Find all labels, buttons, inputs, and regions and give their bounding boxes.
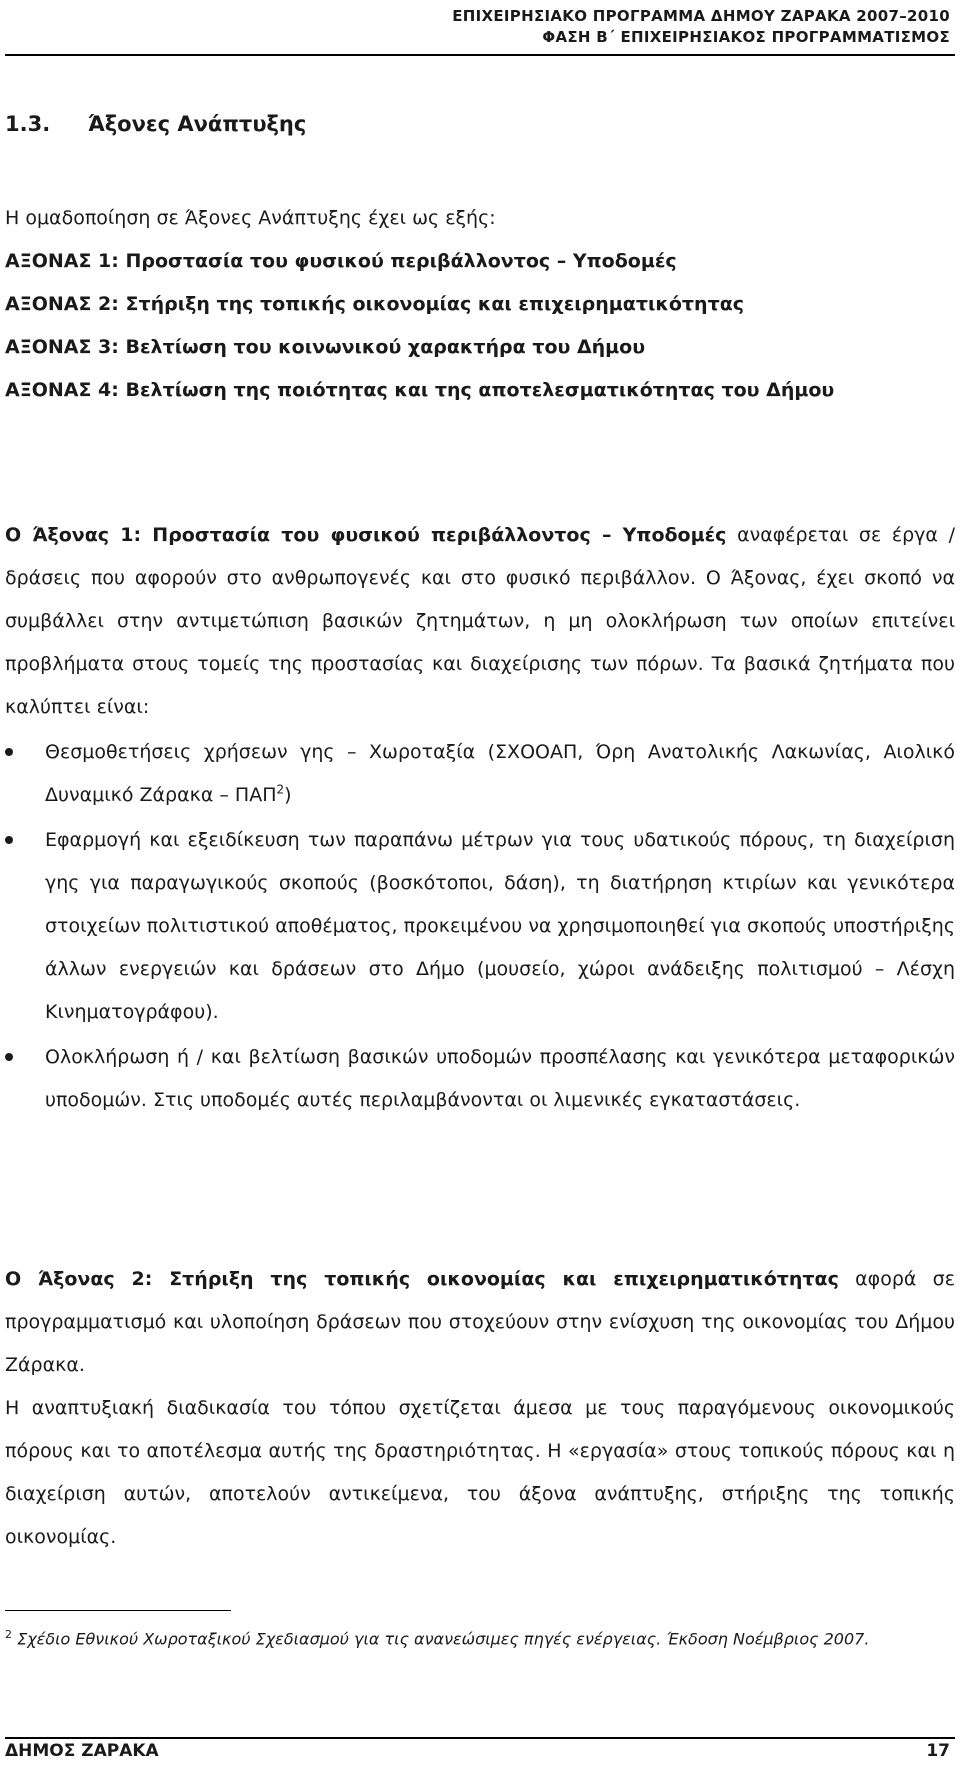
axis-4-line: ΑΞΟΝΑΣ 4: Βελτίωση της ποιότητας και της αποτελεσματικότητας του Δήμου — [5, 379, 835, 401]
axis-1-text: αναφέρεται σε έργα / δράσεις που αφορούν στο ανθρωπογενές και στο φυσικό περιβάλλον. Ο Άξονας, έχει σκοπό να συμβάλλει στην αντιμετώπιση βασικών ζητημάτων, η μη ολοκλήρωση των οποίων επιτείνει προβλήματα στους τομείς της προστασίας και διαχείρισης των πόρων. Τα βασικά ζητήματα που καλύπτει είναι: — [5, 524, 955, 718]
footer-divider — [5, 1737, 955, 1739]
footer-municipality: ΔΗΜΟΣ ΖΑΡΑΚΑ — [5, 1741, 159, 1761]
axis-1-section — [5, 514, 955, 1122]
section-number: 1.3. — [5, 112, 51, 136]
bullet-icon — [5, 836, 13, 844]
axis-2-heading: Ο Άξονας 2: Στήριξη της τοπικής οικονομίας και επιχειρηματικότητας — [5, 1268, 839, 1290]
footnote — [5, 1621, 955, 1653]
list-item — [5, 731, 955, 817]
list-item — [5, 819, 955, 1034]
section-title-text: Άξονες Ανάπτυξης — [88, 112, 307, 136]
header-divider — [5, 54, 955, 56]
page-number: 17 — [926, 1741, 950, 1761]
axis-1-line: ΑΞΟΝΑΣ 1: Προστασία του φυσικού περιβάλλοντος – Υποδομές — [5, 250, 677, 272]
axis-3-line: ΑΞΟΝΑΣ 3: Βελτίωση του κοινωνικού χαρακτήρα του Δήμου — [5, 336, 646, 358]
bullet-icon — [5, 1053, 13, 1061]
section-title — [5, 112, 306, 136]
axis-2-section — [5, 1258, 955, 1559]
bullet-text: Εφαρμογή και εξειδίκευση των παραπάνω μέτρων για τους υδατικούς πόρους, τη διαχείριση γης για παραγωγικούς σκοπούς (βοσκότοποι, δάση), τη διατήρηση κτιρίων και γενικότερα στοιχείων πολιτιστικού αποθέματος, προκειμένου να χρησιμοποιηθεί για σκοπούς υποστήριξης άλλων ενεργειών και δράσεων στο Δήμο (μουσείο, χώροι ανάδειξης πολιτισμού – Λέσχη Κινηματογράφου). — [45, 829, 955, 1023]
bullet-tail: ) — [284, 784, 292, 806]
intro-text: Η ομαδοποίηση σε Άξονες Ανάπτυξης έχει ως εξής: — [5, 207, 496, 229]
axis-1-bullet-list — [5, 731, 955, 1122]
footnote-reference[interactable]: 2 — [276, 782, 285, 797]
header-line-1: ΕΠΙΧΕΙΡΗΣΙΑΚΟ ΠΡΟΓΡΑΜΜΑ ΔΗΜΟΥ ΖΑΡΑΚΑ 2007–2010 — [452, 7, 950, 25]
axis-2-text: αφορά σε προγραμματισμό και υλοποίηση δράσεων που στοχεύουν στην ενίσχυση της οικονομίας του Δήμου Ζάρακα. — [5, 1268, 955, 1376]
footnote-text: Σχέδιο Εθνικού Χωροταξικού Σχεδιασμού για τις ανανεώσιμες πηγές ενέργειας. Έκδοση Νοέμβριος 2007. — [12, 1629, 870, 1649]
footnote-divider — [5, 1610, 231, 1611]
axis-1-paragraph — [5, 514, 955, 729]
footnote-marker: 2 — [5, 1628, 12, 1641]
axis-2-paragraph — [5, 1258, 955, 1387]
intro-block — [5, 197, 955, 412]
page-header — [250, 6, 950, 48]
bullet-icon — [5, 748, 13, 756]
axis-2-line: ΑΞΟΝΑΣ 2: Στήριξη της τοπικής οικονομίας και επιχειρηματικότητας — [5, 293, 745, 315]
list-item — [5, 1036, 955, 1122]
axis-2-paragraph-2: Η αναπτυξιακή διαδικασία του τόπου σχετίζεται άμεσα με τους παραγόμενους οικονομικούς πόρους και το αποτέλεσμα αυτής της δραστηριότητας. Η «εργασία» στους τοπικούς πόρους και η διαχείριση αυτών, αποτελούν αντικείμενα, του άξονα ανάπτυξης, στήριξης της τοπικής οικονομίας. — [5, 1397, 955, 1548]
bullet-text: Ολοκλήρωση ή / και βελτίωση βασικών υποδομών προσπέλασης και γενικότερα μεταφορικών υποδομών. Στις υποδομές αυτές περιλαμβάνονται οι λιμενικές εγκαταστάσεις. — [45, 1046, 955, 1111]
header-line-2: ΦΑΣΗ Β΄ ΕΠΙΧΕΙΡΗΣΙΑΚΟΣ ΠΡΟΓΡΑΜΜΑΤΙΣΜΟΣ — [542, 28, 950, 46]
bullet-text: Θεσμοθετήσεις χρήσεων γης – Χωροταξία (ΣΧΟΟΑΠ, Όρη Ανατολικής Λακωνίας, Αιολικό Δυναμικό Ζάρακα – ΠΑΠ — [45, 741, 955, 806]
axis-1-heading: Ο Άξονας 1: Προστασία του φυσικού περιβάλλοντος – Υποδομές — [5, 524, 727, 546]
